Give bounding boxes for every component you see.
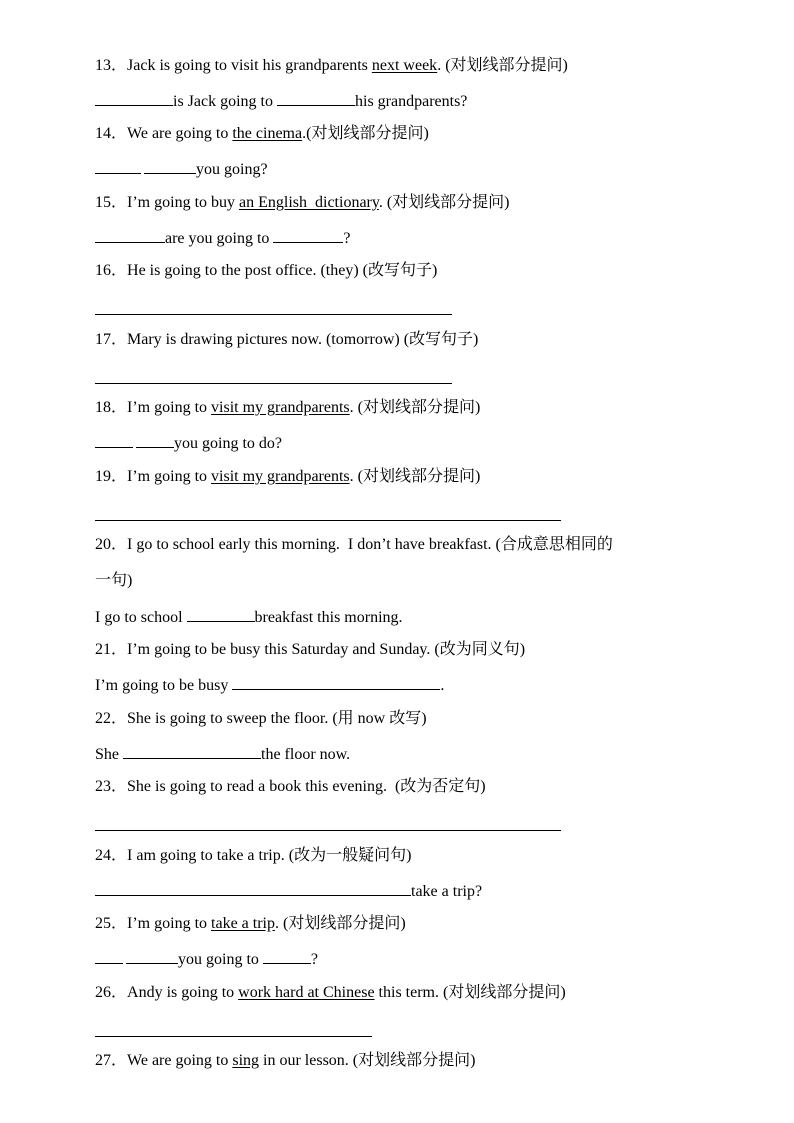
question-25: 25．I’m going to take a trip. (对划线部分提问): [95, 915, 406, 932]
underlined-part: work hard at Chinese: [238, 984, 375, 1001]
question-24: 24．I am going to take a trip. (改为一般疑问句): [95, 847, 412, 864]
underlined-part: visit my grandparents: [211, 399, 350, 416]
answer-line-17[interactable]: [95, 383, 452, 384]
answer-blank[interactable]: [136, 433, 174, 448]
question-18: 18．I’m going to visit my grandparents. (对划线部分提问): [95, 399, 481, 416]
question-20-cont: 一句): [95, 572, 133, 589]
question-number: 27．: [95, 1052, 128, 1069]
question-15: 15．I’m going to buy an English dictionary. (对划线部分提问): [95, 194, 510, 211]
answer-25: you going to ?: [95, 949, 318, 969]
answer-22: She the floor now.: [95, 746, 351, 763]
answer-blank[interactable]: [263, 949, 311, 964]
answer-line-26[interactable]: [95, 1036, 372, 1037]
question-number: 23．: [95, 778, 128, 795]
answer-blank[interactable]: [95, 228, 165, 243]
question-27: 27．We are going to sing in our lesson. (对划线部分提问): [95, 1052, 476, 1069]
answer-24: take a trip?: [95, 881, 482, 901]
answer-line-16[interactable]: [95, 314, 452, 315]
question-13: 13．Jack is going to visit his grandparents next week. (对划线部分提问): [95, 57, 568, 74]
question-number: 19．: [95, 468, 128, 485]
answer-blank[interactable]: [273, 228, 343, 243]
answer-15: are you going to ?: [95, 228, 351, 248]
question-number: 14．: [95, 125, 128, 142]
answer-blank[interactable]: [126, 949, 178, 964]
question-number: 17．: [95, 331, 128, 348]
question-23: 23．She is going to read a book this evening. (改为否定句): [95, 778, 486, 795]
question-20: 20．I go to school early this morning. I don’t have breakfast. (合成意思相同的: [95, 536, 613, 553]
question-number: 13．: [95, 57, 128, 74]
question-number: 26．: [95, 984, 128, 1001]
answer-blank[interactable]: [95, 159, 141, 174]
question-number: 18．: [95, 399, 128, 416]
underlined-part: the cinema: [232, 125, 303, 142]
question-number: 15．: [95, 194, 128, 211]
underlined-part: an English dictionary: [239, 194, 379, 211]
answer-blank[interactable]: [232, 675, 300, 690]
answer-blank[interactable]: [95, 433, 133, 448]
question-number: 16．: [95, 262, 128, 279]
answer-21: I’m going to be busy .: [95, 677, 445, 694]
question-26: 26．Andy is going to work hard at Chinese this term. (对划线部分提问): [95, 984, 566, 1001]
answer-blank[interactable]: [95, 949, 123, 964]
answer-blank[interactable]: [187, 607, 255, 622]
answer-13: is Jack going to his grandparents?: [95, 91, 467, 111]
question-16: 16．He is going to the post office. (they) (改写句子): [95, 262, 438, 279]
underlined-part: next week: [371, 57, 438, 74]
answer-line-23[interactable]: [95, 830, 561, 831]
underlined-part: sing: [232, 1052, 260, 1069]
answer-blank[interactable]: [300, 675, 370, 690]
question-number: 22．: [95, 710, 128, 727]
answer-blank[interactable]: [95, 91, 173, 106]
answer-blank[interactable]: [370, 675, 440, 690]
answer-line-19[interactable]: [95, 520, 561, 521]
underlined-part: take a trip: [211, 915, 275, 932]
answer-18: you going to do?: [95, 433, 282, 453]
answer-20: I go to school breakfast this morning.: [95, 609, 403, 626]
question-21: 21．I’m going to be busy this Saturday and Sunday. (改为同义句): [95, 641, 526, 658]
answer-blank[interactable]: [277, 91, 355, 106]
answer-blank[interactable]: [123, 744, 261, 759]
question-number: 20．: [95, 536, 128, 553]
question-22: 22．She is going to sweep the floor. (用 now 改写): [95, 710, 427, 727]
answer-blank[interactable]: [95, 881, 411, 896]
question-number: 25．: [95, 915, 128, 932]
question-17: 17．Mary is drawing pictures now. (tomorrow) (改写句子): [95, 331, 479, 348]
answer-blank[interactable]: [144, 159, 196, 174]
question-14: 14．We are going to the cinema.(对划线部分提问): [95, 125, 429, 142]
answer-14: you going?: [95, 159, 268, 179]
question-19: 19．I’m going to visit my grandparents. (对划线部分提问): [95, 468, 481, 485]
question-number: 21．: [95, 641, 128, 658]
underlined-part: visit my grandparents: [211, 468, 350, 485]
question-number: 24．: [95, 847, 128, 864]
